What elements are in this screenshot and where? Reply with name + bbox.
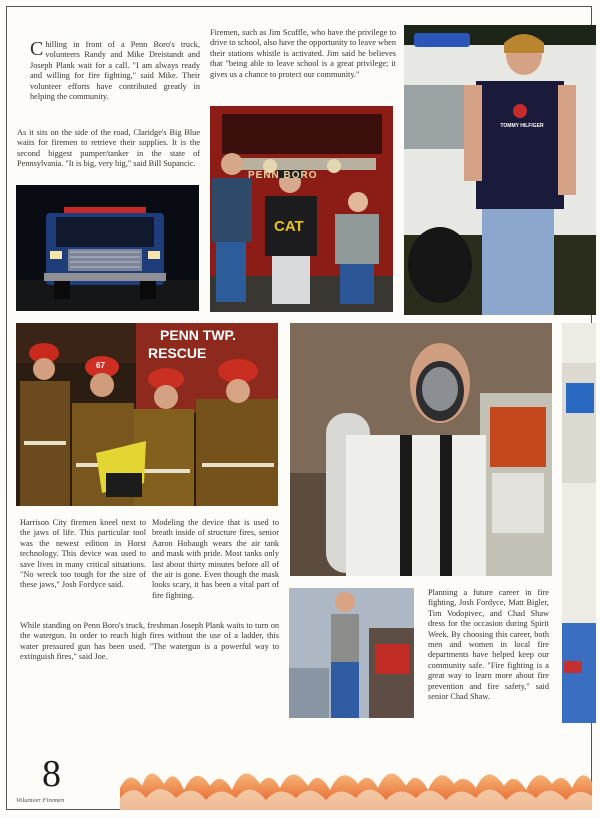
caption-text: While standing on Penn Boro's truck, freshman Joseph Plank waits to turn on the watergun. In order to reach high fires without the use of a ladder, this water pressured gun has been used. "The watergun is a powerful way to extinguish fires," said Joe. (20, 621, 279, 662)
caption-text: hilling in front of a Penn Boro's truck, volunteers Randy and Mike Dreistandt and Joseph Plank wait for a call. "I am always ready and willing for fire fighting," said Mike. Their volunteer efforts have contributed greatly in helping the community. (30, 40, 200, 102)
photo-edge-strip (562, 323, 596, 723)
drop-cap: C (30, 38, 44, 60)
caption-watergun (20, 621, 279, 663)
caption-text: Modeling the device that is used to breath inside of structure fires, senior Aaron Hobaugh wears the air tank and mask with pride. Most tanks only last about thirty minutes before all of the air is gone. Even though the mask looks scary, it has been a vital part of fire fighting. (152, 518, 279, 600)
cat-logo: CAT (274, 218, 304, 235)
caption-device (152, 518, 279, 601)
photo-firemen-jaws (16, 323, 278, 506)
caption-text: Harrison City firemen kneel next to the jaws of life. This particular tool was the newest edition in Horst technology. This device was used to save lives in many critical situations. "No wreck too tough for the size of these jaws," Josh Fordyce said. (20, 518, 146, 590)
caption-jaws (20, 518, 146, 591)
caption-truck-wait (30, 40, 200, 102)
truck-lettering: PENN BORO (248, 170, 318, 181)
caption-text: Planning a future career in fire fighting, Josh Fordyce, Matt Bigler, Tim Vodopivec, and Chad Shaw dress for the occasion during Spirit Week. By choosing this career, both men and women in local fire departments have helped keep our community safe. "Fire fighting is a great way to learn more about fire prevention and fire safety," said senior Chad Shaw. (428, 588, 549, 702)
caption-text: As it sits on the side of the road, Claridge's Big Blue waits for firemen to retrieve their supplies. It is the second biggest pumper/tanker in the state of Pennsylvania. "It is big, very big," said Bill Supancic. (17, 128, 200, 169)
footer-label: Volunteer Firemen (16, 797, 65, 804)
photo-penn-boro-truck (210, 106, 393, 312)
caption-big-blue (17, 128, 200, 170)
photo-air-tank-mask (290, 323, 552, 576)
photo-young-man-truck (404, 25, 596, 315)
caption-text: Firemen, such as Jim Scuffle, who have the privilege to drive to school, also have the opportunity to leave when their stations whistle is activated. Jim said he believes that "being able to leave school is a great privilege; it gives us a chance to protect our community." (210, 28, 396, 79)
helmet-number: 67 (96, 361, 105, 370)
photo-big-blue-truck (16, 185, 199, 311)
photo-watergun (289, 588, 414, 718)
flames-decoration (120, 760, 592, 810)
caption-firemen-school (210, 28, 396, 80)
station-sign-line-1: PENN TWP. (160, 327, 236, 343)
page-number: 8 (42, 753, 61, 795)
shirt-logo: TOMMY HILFIGER (500, 123, 544, 129)
station-sign-line-2: RESCUE (148, 345, 207, 361)
caption-career (428, 588, 549, 702)
